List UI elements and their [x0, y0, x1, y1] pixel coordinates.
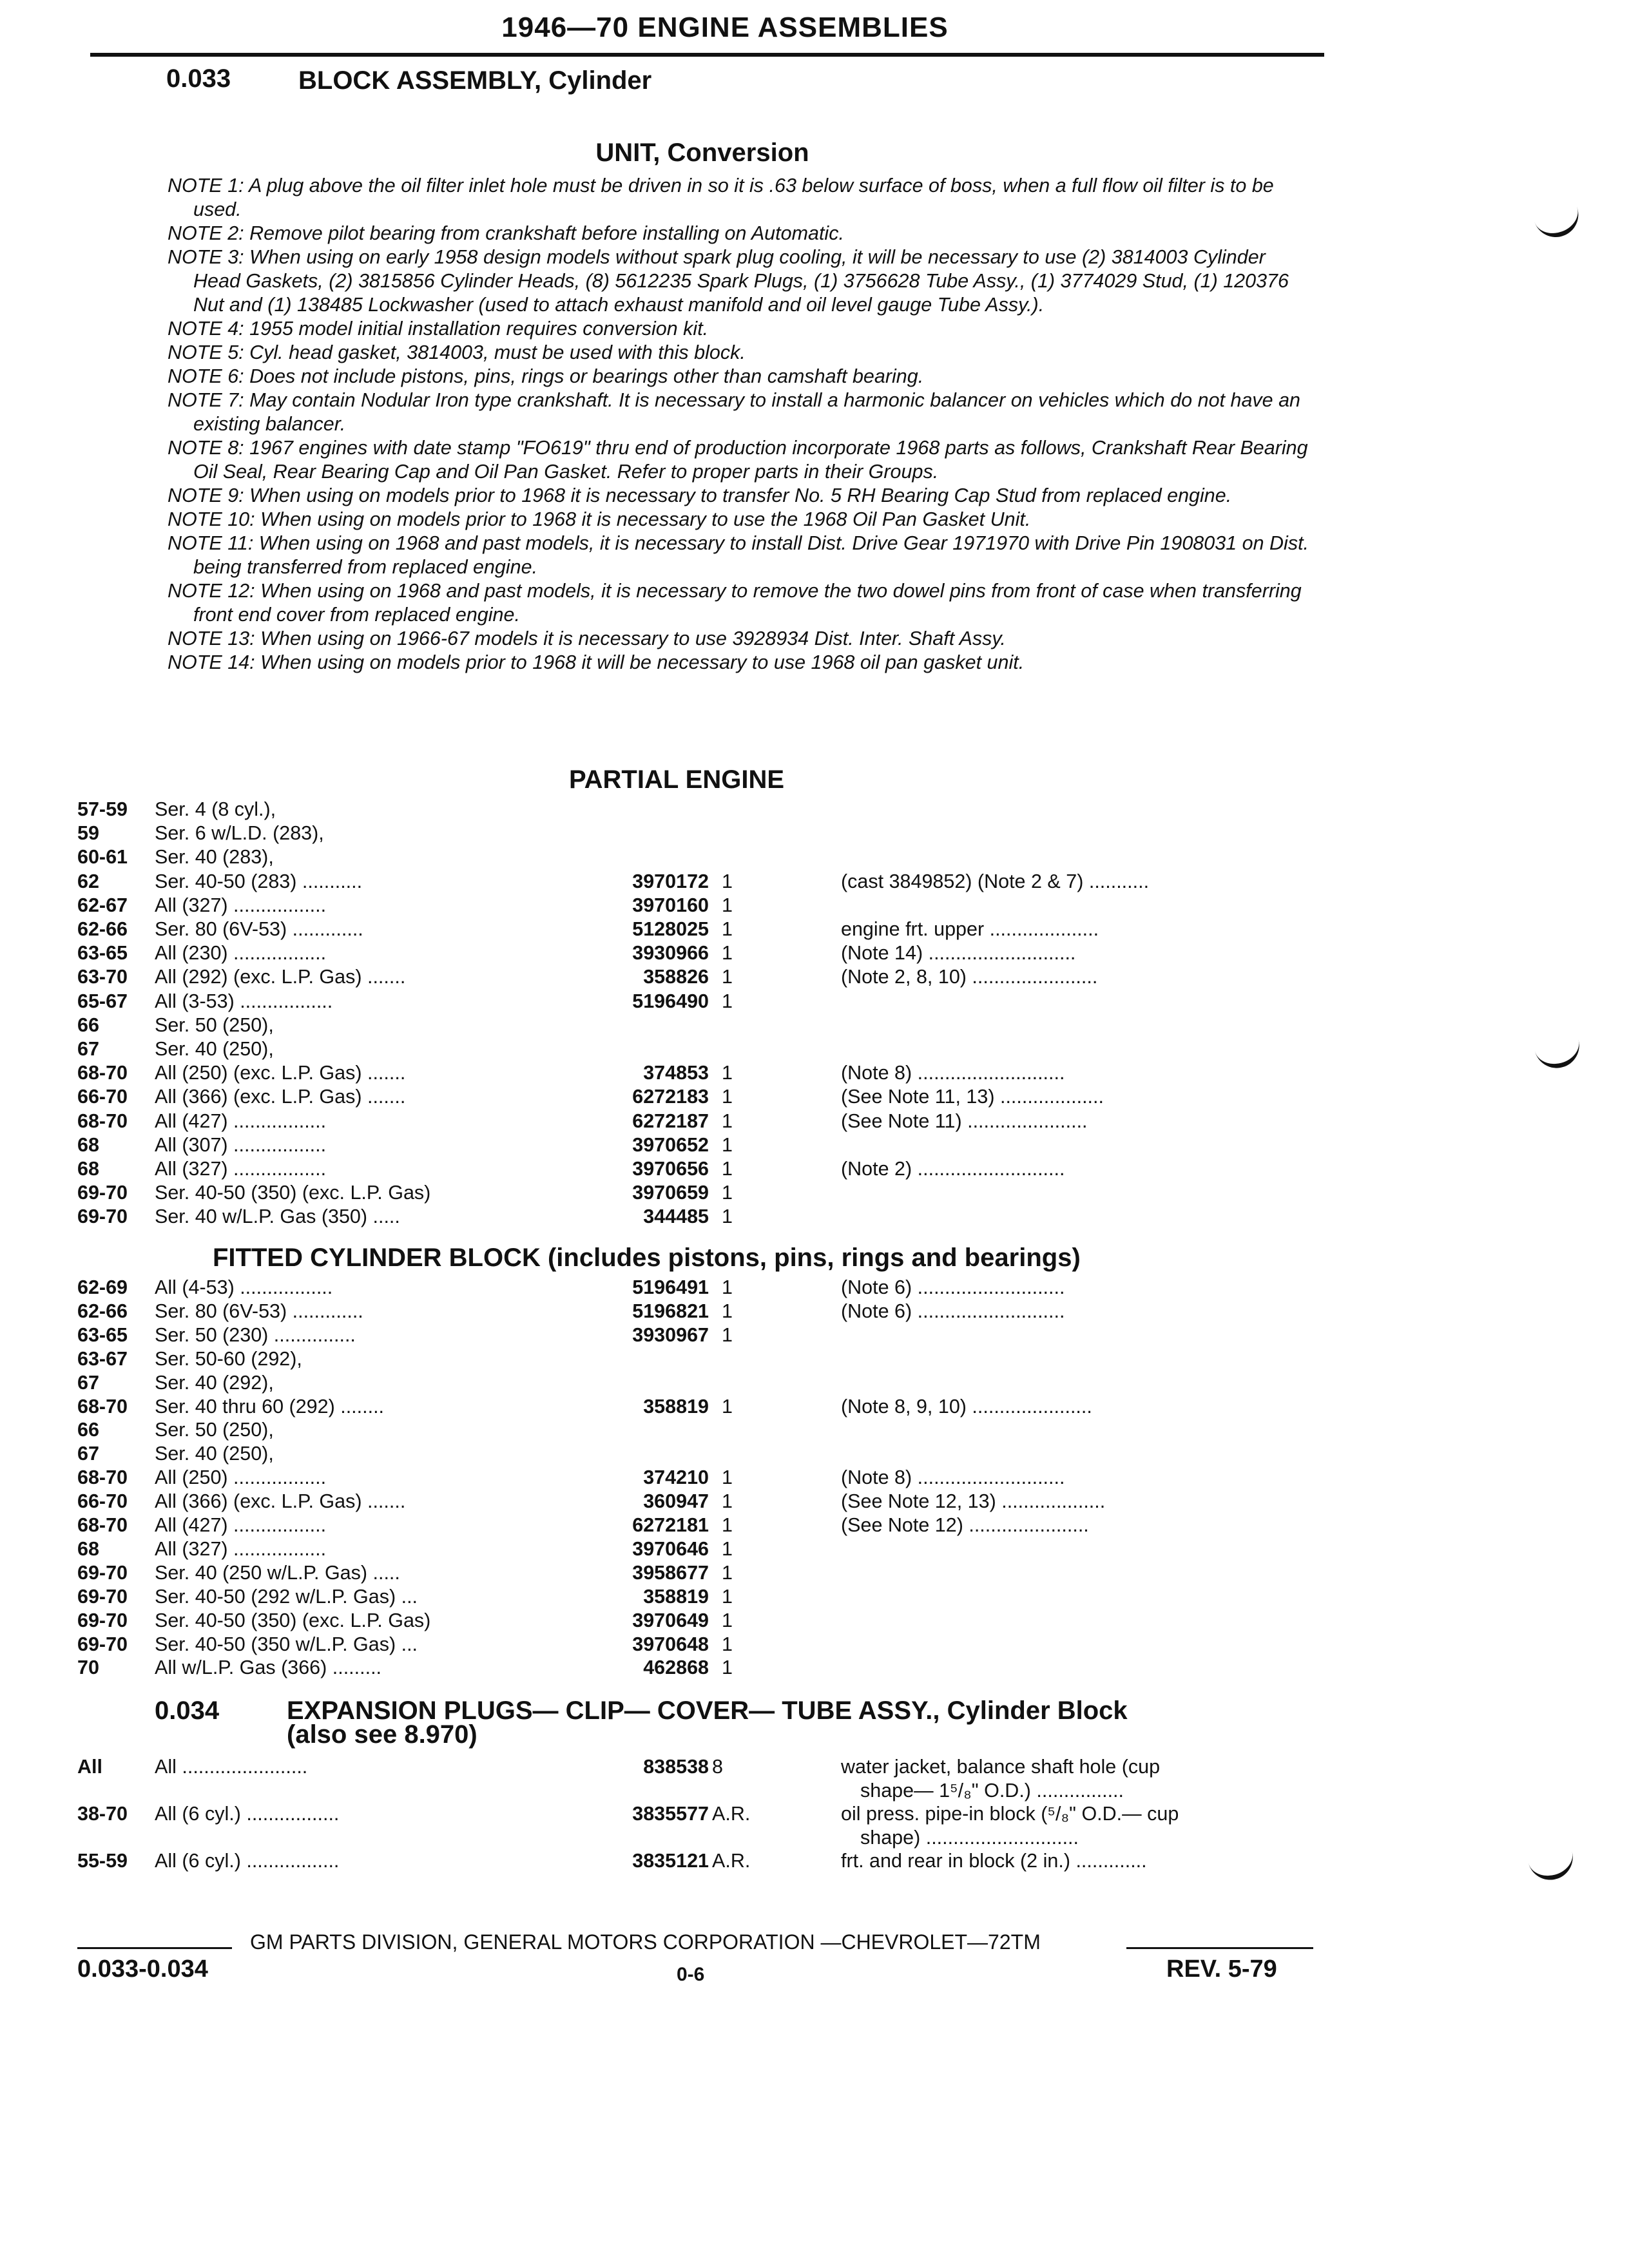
remarks: (Note 2) ........................... — [841, 1158, 1065, 1180]
quantity: 1 — [722, 1466, 733, 1489]
section2-subtitle: (also see 8.970) — [287, 1720, 477, 1749]
section2-code: 0.034 — [155, 1696, 220, 1725]
description: Ser. 40-50 (283) ........... — [155, 870, 363, 892]
quantity: 1 — [722, 1206, 733, 1228]
description: All (230) ................. — [155, 942, 327, 965]
description: Ser. 40 (283), — [155, 846, 274, 869]
year-range: 38-70 — [77, 1803, 128, 1825]
footer-rule-left — [77, 1947, 232, 1949]
note-10: NOTE 10: When using on models prior to 1968 it is necessary to use the 1968 Oil Pan Gasket Unit. — [168, 508, 1031, 530]
year-range: 63-67 — [77, 1347, 128, 1370]
year-range: 68-70 — [77, 1062, 128, 1084]
quantity: 1 — [722, 1585, 733, 1608]
year-range: 59 — [77, 822, 99, 845]
part-number: 6272183 — [632, 1086, 709, 1108]
quantity: 1 — [722, 1086, 733, 1108]
remarks: (Note 6) ........................... — [841, 1300, 1065, 1322]
part-number: 374853 — [643, 1062, 709, 1084]
part-number: 3958677 — [632, 1561, 709, 1584]
quantity: 1 — [722, 1561, 733, 1584]
description: All w/L.P. Gas (366) ......... — [155, 1657, 382, 1679]
year-range: 62-66 — [77, 918, 128, 940]
year-range: 62-67 — [77, 894, 128, 916]
punch-mark-bottom — [1528, 1850, 1577, 1885]
description: All (327) ................. — [155, 1537, 327, 1560]
description: All (366) (exc. L.P. Gas) ....... — [155, 1490, 406, 1513]
note-9: NOTE 9: When using on models prior to 1968 it is necessary to transfer No. 5 RH Bearing Cap Stud from replaced engine. — [168, 485, 1232, 506]
remarks-line2: shape— 1⁵/₈" O.D.) ................ — [860, 1780, 1124, 1802]
year-range: 66-70 — [77, 1490, 128, 1513]
description: Ser. 6 w/L.D. (283), — [155, 822, 324, 845]
note-3: NOTE 3: When using on early 1958 design models without spark plug cooling, it will be necessary to use (2) 3814003 Cylinder Head Gaskets, (2) 3815856 Cylinder Heads, (8) 5612235 Spark Plugs, (1) 3756628 Tube Assy., (1) 3774029 Stud, (1) 120376 Nut and (1) 138485 Lockwasher (used to attach exhaust manifold and oil level gauge Tube Assy.). — [168, 246, 1289, 316]
year-range: 62 — [77, 870, 99, 892]
note-12: NOTE 12: When using on 1968 and past models, it is necessary to remove the two dowel pins from front of case when transferring front end cover from replaced engine. — [168, 580, 1302, 626]
part-number: 3835121 — [632, 1850, 709, 1872]
description: All (6 cyl.) ................. — [155, 1850, 340, 1872]
year-range: 65-67 — [77, 990, 128, 1012]
part-number: 3970160 — [632, 894, 709, 916]
note-6: NOTE 6: Does not include pistons, pins, rings or bearings other than camshaft bearing. — [168, 365, 924, 387]
description: All (366) (exc. L.P. Gas) ....... — [155, 1086, 406, 1108]
fitted-block-heading: FITTED CYLINDER BLOCK (includes pistons, pins, rings and bearings) — [213, 1244, 1081, 1272]
year-range: 69-70 — [77, 1182, 128, 1204]
part-number: 462868 — [643, 1657, 709, 1679]
description: All (292) (exc. L.P. Gas) ....... — [155, 966, 406, 988]
quantity: 1 — [722, 1657, 733, 1679]
description: Ser. 40 (250 w/L.P. Gas) ..... — [155, 1561, 400, 1584]
page-header-title: 1946—70 ENGINE ASSEMBLIES — [501, 12, 949, 43]
note-5: NOTE 5: Cyl. head gasket, 3814003, must be used with this block. — [168, 341, 746, 363]
description: Ser. 40-50 (350) (exc. L.P. Gas) — [155, 1609, 431, 1631]
part-number: 3970649 — [632, 1609, 709, 1631]
quantity: 1 — [722, 1158, 733, 1180]
description: All ....................... — [155, 1756, 308, 1778]
quantity: A.R. — [712, 1850, 751, 1872]
quantity: 1 — [722, 1395, 733, 1418]
note-8: NOTE 8: 1967 engines with date stamp "FO619" thru end of production incorporate 1968 parts as follows, Crankshaft Rear Bearing Oil Seal, Rear Bearing Cap and Oil Pan Gasket. Refer to proper parts in their Groups. — [168, 437, 1308, 483]
description: All (327) ................. — [155, 894, 327, 916]
part-number: 3970172 — [632, 870, 709, 892]
remarks: (Note 8) ........................... — [841, 1062, 1065, 1084]
section-title: BLOCK ASSEMBLY, Cylinder — [298, 66, 652, 95]
remarks: (Note 2, 8, 10) ....................... — [841, 966, 1098, 988]
description: Ser. 40-50 (350 w/L.P. Gas) ... — [155, 1633, 418, 1655]
description: All (6 cyl.) ................. — [155, 1803, 340, 1825]
year-range: 66 — [77, 1014, 99, 1036]
part-number: 3970648 — [632, 1633, 709, 1655]
quantity: 1 — [722, 990, 733, 1012]
remarks: (Note 8) ........................... — [841, 1466, 1065, 1489]
year-range: 69-70 — [77, 1206, 128, 1228]
part-number: 3970652 — [632, 1133, 709, 1156]
description: All (307) ................. — [155, 1133, 327, 1156]
year-range: 63-65 — [77, 1323, 128, 1346]
remarks: (See Note 12, 13) ................... — [841, 1490, 1106, 1513]
note-2: NOTE 2: Remove pilot bearing from crankshaft before installing on Automatic. — [168, 222, 844, 244]
remarks-line1: frt. and rear in block (2 in.) ............. — [841, 1850, 1147, 1872]
description: Ser. 40 w/L.P. Gas (350) ..... — [155, 1206, 400, 1228]
year-range: All — [77, 1756, 102, 1778]
part-number: 5128025 — [632, 918, 709, 940]
remarks: (See Note 11) ...................... — [841, 1110, 1088, 1132]
year-range: 55-59 — [77, 1850, 128, 1872]
quantity: 1 — [722, 1323, 733, 1346]
quantity: 1 — [722, 1133, 733, 1156]
remarks-line1: water jacket, balance shaft hole (cup — [841, 1756, 1161, 1778]
description: All (3-53) ................. — [155, 990, 333, 1012]
description: Ser. 40 thru 60 (292) ........ — [155, 1395, 385, 1418]
year-range: 69-70 — [77, 1585, 128, 1608]
year-range: 67 — [77, 1443, 99, 1465]
quantity: 1 — [722, 1182, 733, 1204]
quantity: 1 — [722, 1300, 733, 1322]
quantity: 1 — [722, 1633, 733, 1655]
remarks: engine frt. upper .................... — [841, 918, 1099, 940]
quantity: 1 — [722, 966, 733, 988]
footer-revision: REV. 5-79 — [1166, 1956, 1277, 1983]
quantity: 1 — [722, 1514, 733, 1536]
year-range: 69-70 — [77, 1609, 128, 1631]
remarks: (Note 14) ........................... — [841, 942, 1076, 965]
description: Ser. 40 (292), — [155, 1371, 274, 1394]
quantity: 1 — [722, 1110, 733, 1132]
quantity: 1 — [722, 870, 733, 892]
year-range: 67 — [77, 1038, 99, 1060]
punch-mark-top — [1534, 206, 1585, 244]
section-code: 0.033 — [166, 64, 231, 93]
year-range: 68 — [77, 1537, 99, 1560]
description: All (250) ................. — [155, 1466, 327, 1489]
year-range: 57-59 — [77, 798, 128, 820]
description: All (427) ................. — [155, 1514, 327, 1536]
description: Ser. 40-50 (350) (exc. L.P. Gas) — [155, 1182, 431, 1204]
year-range: 68 — [77, 1158, 99, 1180]
part-number: 360947 — [643, 1490, 709, 1513]
part-number: 6272187 — [632, 1110, 709, 1132]
remarks: (cast 3849852) (Note 2 & 7) ........... — [841, 870, 1150, 892]
remarks-line2: shape) ............................ — [860, 1827, 1079, 1849]
note-11: NOTE 11: When using on 1968 and past models, it is necessary to install Dist. Drive Gear 1971970 with Drive Pin 1908031 on Dist. being transferred from replaced engine. — [168, 532, 1309, 578]
punch-mark-middle — [1534, 1039, 1584, 1073]
description: Ser. 50-60 (292), — [155, 1347, 302, 1370]
quantity: 8 — [712, 1756, 723, 1778]
partial-engine-heading: PARTIAL ENGINE — [568, 765, 785, 794]
year-range: 68-70 — [77, 1110, 128, 1132]
year-range: 60-61 — [77, 846, 128, 869]
year-range: 68-70 — [77, 1514, 128, 1536]
note-1: NOTE 1: A plug above the oil filter inlet hole must be driven in so it is .63 below surface of boss, when a full flow oil filter is to be used. — [168, 175, 1274, 220]
year-range: 68-70 — [77, 1466, 128, 1489]
year-range: 69-70 — [77, 1633, 128, 1655]
year-range: 63-70 — [77, 966, 128, 988]
quantity: A.R. — [712, 1803, 751, 1825]
quantity: 1 — [722, 1537, 733, 1560]
note-4: NOTE 4: 1955 model initial installation requires conversion kit. — [168, 318, 709, 340]
part-number: 6272181 — [632, 1514, 709, 1536]
quantity: 1 — [722, 894, 733, 916]
description: All (250) (exc. L.P. Gas) ....... — [155, 1062, 406, 1084]
quantity: 1 — [722, 942, 733, 965]
part-number: 838538 — [643, 1756, 709, 1778]
year-range: 68 — [77, 1133, 99, 1156]
description: Ser. 40-50 (292 w/L.P. Gas) ... — [155, 1585, 418, 1608]
year-range: 62-66 — [77, 1300, 128, 1322]
description: Ser. 4 (8 cyl.), — [155, 798, 276, 820]
description: All (427) ................. — [155, 1110, 327, 1132]
footer-rule-right — [1126, 1947, 1313, 1949]
notes-list — [168, 174, 1315, 675]
part-number: 358826 — [643, 966, 709, 988]
part-number: 3930966 — [632, 942, 709, 965]
year-range: 62-69 — [77, 1276, 128, 1298]
part-number: 5196821 — [632, 1300, 709, 1322]
header-rule — [90, 53, 1324, 57]
quantity: 1 — [722, 918, 733, 940]
part-number: 3970656 — [632, 1158, 709, 1180]
year-range: 66 — [77, 1419, 99, 1441]
part-number: 3930967 — [632, 1323, 709, 1346]
part-number: 358819 — [643, 1585, 709, 1608]
description: Ser. 40 (250), — [155, 1443, 274, 1465]
year-range: 67 — [77, 1371, 99, 1394]
part-number: 3835577 — [632, 1803, 709, 1825]
year-range: 63-65 — [77, 942, 128, 965]
description: All (4-53) ................. — [155, 1276, 333, 1298]
part-number: 5196491 — [632, 1276, 709, 1298]
quantity: 1 — [722, 1062, 733, 1084]
description: Ser. 80 (6V-53) ............. — [155, 918, 363, 940]
description: Ser. 40 (250), — [155, 1038, 274, 1060]
year-range: 66-70 — [77, 1086, 128, 1108]
part-number: 344485 — [643, 1206, 709, 1228]
part-number: 5196490 — [632, 990, 709, 1012]
description: Ser. 50 (250), — [155, 1014, 274, 1036]
footer-division: GM PARTS DIVISION, GENERAL MOTORS CORPORATION —CHEVROLET—72TM — [250, 1930, 1041, 1954]
footer-range: 0.033-0.034 — [77, 1956, 208, 1983]
remarks-line1: oil press. pipe-in block (⁵/₈" O.D.— cup — [841, 1803, 1179, 1825]
remarks: (Note 8, 9, 10) ...................... — [841, 1395, 1092, 1418]
quantity: 1 — [722, 1490, 733, 1513]
part-number: 3970646 — [632, 1537, 709, 1560]
quantity: 1 — [722, 1609, 733, 1631]
year-range: 68-70 — [77, 1395, 128, 1418]
remarks: (Note 6) ........................... — [841, 1276, 1065, 1298]
year-range: 70 — [77, 1657, 99, 1679]
unit-heading: UNIT, Conversion — [595, 139, 809, 167]
description: All (327) ................. — [155, 1158, 327, 1180]
part-number: 374210 — [643, 1466, 709, 1489]
note-13: NOTE 13: When using on 1966-67 models it is necessary to use 3928934 Dist. Inter. Shaft Assy. — [168, 628, 1006, 649]
remarks: (See Note 12) ...................... — [841, 1514, 1089, 1536]
part-number: 358819 — [643, 1395, 709, 1418]
section2-title: EXPANSION PLUGS— CLIP— COVER— TUBE ASSY., Cylinder Block — [287, 1696, 1128, 1725]
footer-page-number: 0-6 — [677, 1964, 705, 1985]
note-14: NOTE 14: When using on models prior to 1968 it will be necessary to use 1968 oil pan gasket unit. — [168, 651, 1025, 673]
note-7: NOTE 7: May contain Nodular Iron type crankshaft. It is necessary to install a harmonic balancer on vehicles which do not have an existing balancer. — [168, 389, 1301, 435]
description: Ser. 80 (6V-53) ............. — [155, 1300, 363, 1322]
quantity: 1 — [722, 1276, 733, 1298]
year-range: 69-70 — [77, 1561, 128, 1584]
part-number: 3970659 — [632, 1182, 709, 1204]
remarks: (See Note 11, 13) ................... — [841, 1086, 1104, 1108]
description: Ser. 50 (250), — [155, 1419, 274, 1441]
description: Ser. 50 (230) ............... — [155, 1323, 356, 1346]
